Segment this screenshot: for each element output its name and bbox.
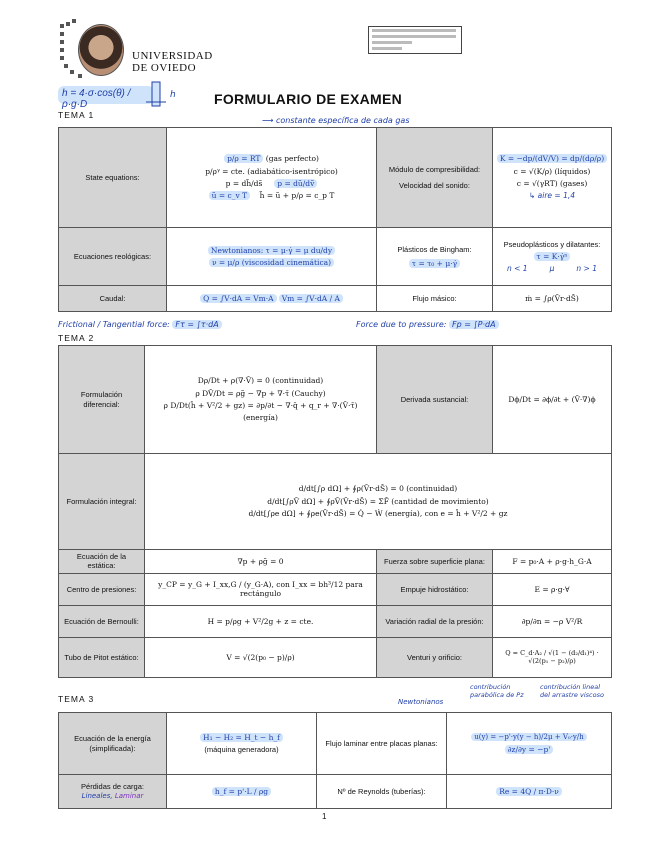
- page-title: FORMULARIO DE EXAMEN: [214, 91, 402, 107]
- state-equations-content: p/ρ = RT (gas perfecto) p/ρᵞ = cte. (adiabático-isentrópico) p = dh̃/ds̃ p = dũ/dṽ ũ = c_v T h̃ = ũ + p/ρ = c_p T: [167, 128, 377, 228]
- portrait-photo: [78, 24, 124, 76]
- tema1-annotation: ⟶ constante específica de cada gas: [262, 116, 410, 125]
- radial-pressure-content: ∂p/∂n = −ρ V²/R: [493, 605, 612, 637]
- integral-form-label: Formulación integral:: [59, 454, 145, 550]
- tema1-heading: TEMA 1: [58, 110, 95, 120]
- buoyancy-content: E = ρ·g·∀: [493, 573, 612, 605]
- venturi-label: Venturi y orificio:: [377, 637, 493, 677]
- pitot-content: V = √(2(p₀ − p)/ρ): [145, 637, 377, 677]
- university-name-line1: UNIVERSIDAD: [132, 50, 213, 62]
- parabolic-note: contribución parabólica de Pz: [470, 683, 524, 699]
- exam-info-box: [368, 26, 462, 54]
- university-name: [132, 50, 213, 74]
- linear-note: contribución lineal del arrastre viscoso: [540, 683, 604, 699]
- substantial-derivative-content: Dϕ/Dt = ∂ϕ/∂t + (V̄·∇)ϕ: [493, 346, 612, 454]
- plane-force-content: F = p₀·A + ρ·g·h_G·A: [493, 550, 612, 574]
- bernoulli-label: Ecuación de Bernoulli:: [59, 605, 145, 637]
- pressure-force-note: Force due to pressure: Fp = ∫P·dA: [356, 320, 499, 329]
- state-equations-label: State equations:: [59, 128, 167, 228]
- venturi-content: Q = C_d·A₂ / √(1 − (d₂/d₁)⁴) · √(2(p₁ − p₂)/ρ): [493, 637, 612, 677]
- newtonian-note: Newtonianos: [398, 698, 444, 706]
- plane-force-label: Fuerza sobre superficie plana:: [377, 550, 493, 574]
- rheological-label: Ecuaciones reológicas:: [59, 228, 167, 286]
- tema1-table: [58, 127, 612, 312]
- tema3-heading: TEMA 3: [58, 694, 95, 704]
- compressibility-label: Módulo de compresibilidad: Velocidad del sonido:: [377, 128, 493, 228]
- friction-force-note: Frictional / Tangential force: Fτ = ∫τ·dA: [58, 320, 222, 329]
- tema2-table: [58, 345, 612, 678]
- pressure-center-content: y_CP = y_G + I_xx,G / (y_G·A), con I_xx = bh³/12 para rectángulo: [145, 573, 377, 605]
- energy-eq-content: H₁ − H₂ = H_t − h_f (máquina generadora): [167, 713, 317, 775]
- statics-label: Ecuación de la estática:: [59, 550, 145, 574]
- head-loss-label: Pérdidas de carga: Lineales, Laminar: [59, 775, 167, 809]
- radial-pressure-label: Variación radial de la presión:: [377, 605, 493, 637]
- differential-form-label: Formulación diferencial:: [59, 346, 145, 454]
- capillary-height-formula: [58, 84, 154, 110]
- rheological-content: Newtonianos: τ = μ·γ̇ = μ du/dy ν = μ/ρ (viscosidad cinemática): [167, 228, 377, 286]
- reynolds-content: Re = 4Q / π·D·ν: [447, 775, 612, 809]
- pressure-center-label: Centro de presiones:: [59, 573, 145, 605]
- tema3-table: [58, 712, 612, 809]
- mass-flow-content: ṁ = ∫ρ(V̄r·dS̄): [493, 286, 612, 312]
- university-name-line2: DE OVIEDO: [132, 62, 197, 74]
- differential-form-content: Dρ/Dt + ρ(∇·V̄) = 0 (continuidad) ρ DV̄/Dt = ρg̃ − ∇p + ∇·τ̄ (Cauchy) ρ D/Dt(ĥ + V²/2 + gz) = ∂p/∂t − ∇·q̄ + q_r + ∇·(V̄·τ̄) (energía): [145, 346, 377, 454]
- capillary-tube-sketch: [146, 80, 180, 108]
- university-logo: [58, 18, 228, 80]
- tema2-heading: TEMA 2: [58, 333, 95, 343]
- reynolds-label: Nº de Reynolds (tuberías):: [317, 775, 447, 809]
- head-loss-content: h_f = p'·L / ρg: [167, 775, 317, 809]
- pitot-label: Tubo de Pitot estático:: [59, 637, 145, 677]
- pseudoplastic-content: Pseudoplásticos y dilatantes: τ = K·γ̇ⁿ n < 1 μ n > 1: [493, 228, 612, 286]
- substantial-derivative-label: Derivada sustancial:: [377, 346, 493, 454]
- compressibility-content: K = −dp/(dV/V) = dp/(dρ/ρ) c = √(K/ρ) (líquidos) c = √(γRT) (gases) ↳ aire = 1,4: [493, 128, 612, 228]
- flow-rate-label: Caudal:: [59, 286, 167, 312]
- bingham-content: Plásticos de Bingham: τ = τ₀ + μ·γ̇: [377, 228, 493, 286]
- laminar-flow-content: u(y) = −p'·y(y − h)/2μ + V₀·y/h ∂z/∂y = −p': [447, 713, 612, 775]
- capillary-height-text: h = 4·σ·cos(θ) / ρ·g·D: [62, 88, 131, 110]
- bernoulli-content: H = p/ρg + V²/2g + z = cte.: [145, 605, 377, 637]
- buoyancy-label: Empuje hidrostático:: [377, 573, 493, 605]
- statics-content: ∇p + ρg̃ = 0: [145, 550, 377, 574]
- flow-rate-content: Q = ∫V·dA = Vm·A Vm = ∫V·dA / A: [167, 286, 377, 312]
- integral-form-content: d/dt[∫ρ dΩ] + ∮ρ(V̄r·dS̄) = 0 (continuidad) d/dt[∫ρV̄ dΩ] + ∮ρV̄(V̄r·dS̄) = ΣF̄ (cantidad de movimiento) d/dt[∫ρe dΩ] + ∮ρe(V̄r·dS̄) = Q̇ − Ẇ (energía), con e = ĥ + V²/2 + gz: [145, 454, 612, 550]
- page-number: 1: [322, 812, 327, 821]
- tube-h-label: h: [170, 90, 176, 100]
- laminar-flow-label: Flujo laminar entre placas planas:: [317, 713, 447, 775]
- energy-eq-label: Ecuación de la energía (simplificada):: [59, 713, 167, 775]
- mass-flow-label: Flujo másico:: [377, 286, 493, 312]
